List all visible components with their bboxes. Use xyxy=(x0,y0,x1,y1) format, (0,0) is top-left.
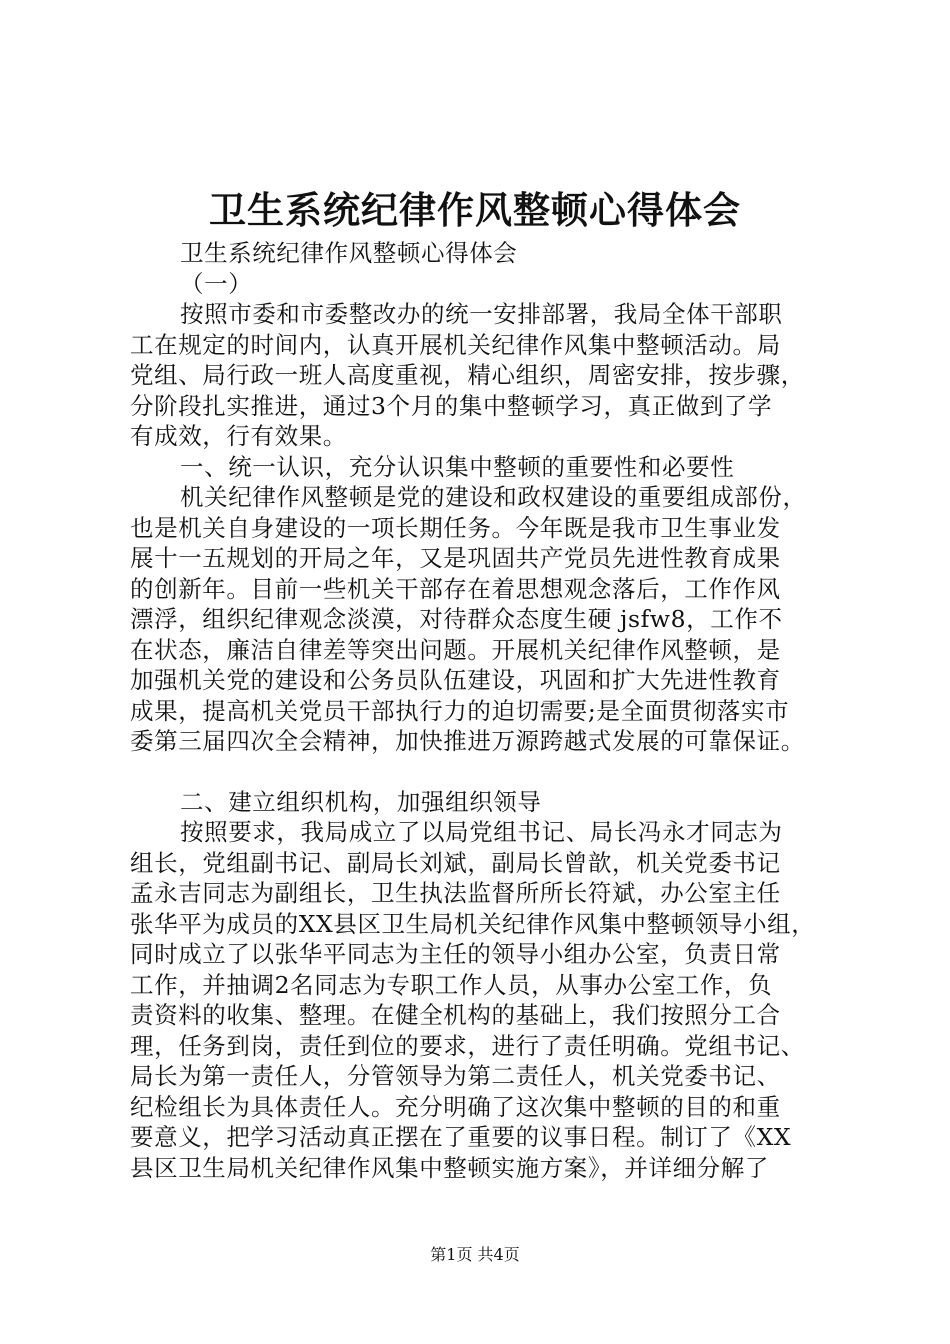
section-marker: （一） xyxy=(180,269,253,298)
paragraph-line: 工在规定的时间内，认真开展机关纪律作风集中整顿活动。局 xyxy=(130,330,781,359)
paragraph-line: 委第三届四次全会精神，加快推进万源跨越式发展的可靠保证。 xyxy=(130,727,805,755)
document-title: 卫生系统纪律作风整顿心得体会 xyxy=(209,188,741,232)
paragraph-line: 成果，提高机关党员干部执行力的迫切需要;是全面贯彻落实市 xyxy=(130,696,790,725)
paragraph-line: 纪检组长为具体责任人。充分明确了这次集中整顿的目的和重 xyxy=(130,1092,781,1121)
paragraph-line: 要意义，把学习活动真正摆在了重要的议事日程。制订了《XX xyxy=(130,1123,792,1151)
paragraph-line: 组长，党组副书记、副局长刘斌，副局长曾歆，机关党委书记 xyxy=(130,848,781,877)
paragraph-line: 有成效，行有效果。 xyxy=(130,422,347,450)
paragraph-line: 展十一五规划的开局之年，又是巩固共产党员先进性教育成果 xyxy=(130,544,781,572)
paragraph-line: 分阶段扎实推进，通过3个月的集中整顿学习，真正做到了学 xyxy=(130,391,773,420)
paragraph-line: 局长为第一责任人，分管领导为第二责任人，机关党委书记、 xyxy=(130,1062,781,1090)
paragraph-line: 党组、局行政一班人高度重视，精心组织，周密安排，按步骤， xyxy=(130,361,805,389)
section-heading: 二、建立组织机构，加强组织领导 xyxy=(180,787,542,816)
paragraph-line: 机关纪律作风整顿是党的建设和政权建设的重要组成部份， xyxy=(180,483,807,511)
paragraph-line: 理，任务到岗，责任到位的要求，进行了责任明确。党组书记、 xyxy=(130,1031,805,1060)
subtitle-line: 卫生系统纪律作风整顿心得体会 xyxy=(180,239,518,267)
paragraph-line: 孟永吉同志为副组长，卫生执法监督所所长符斌，办公室主任 xyxy=(130,879,781,907)
section-heading: 一、统一认识，充分认识集中整顿的重要性和必要性 xyxy=(180,452,735,481)
paragraph-line: 在状态，廉洁自律差等突出问题。开展机关纪律作风整顿，是 xyxy=(130,635,781,664)
paragraph-line: 加强机关党的建设和公务员队伍建设，巩固和扩大先进性教育 xyxy=(130,666,781,694)
paragraph-line: 漂浮，组织纪律观念淡漠，对待群众态度生硬 jsfw8，工作不 xyxy=(130,605,783,633)
paragraph-gap xyxy=(130,757,860,787)
paragraph-line: 县区卫生局机关纪律作风集中整顿实施方案》，并详细分解了 xyxy=(130,1153,769,1182)
paragraph-line: 按照市委和市委整改办的统一安排部署，我局全体干部职 xyxy=(180,300,783,328)
paragraph-line: 同时成立了以张华平同志为主任的领导小组办公室，负责日常 xyxy=(130,940,781,968)
paragraph-line: 张华平为成员的XX县区卫生局机关纪律作风集中整顿领导小组， xyxy=(130,909,816,938)
paragraph-line: 也是机关自身建设的一项长期任务。今年既是我市卫生事业发 xyxy=(130,513,781,542)
paragraph-line: 的创新年。目前一些机关干部存在着思想观念落后，工作作风 xyxy=(130,574,781,603)
paragraph-line: 按照要求，我局成立了以局党组书记、局长冯永才同志为 xyxy=(180,818,783,846)
page-number-footer: 第1页 共4页 xyxy=(430,1245,520,1264)
paragraph-line: 工作，并抽调2名同志为专职工作人员，从事办公室工作，负 xyxy=(130,970,773,999)
paragraph-line: 责资料的收集、整理。在健全机构的基础上，我们按照分工合 xyxy=(130,1001,781,1029)
document-body xyxy=(130,238,860,1183)
